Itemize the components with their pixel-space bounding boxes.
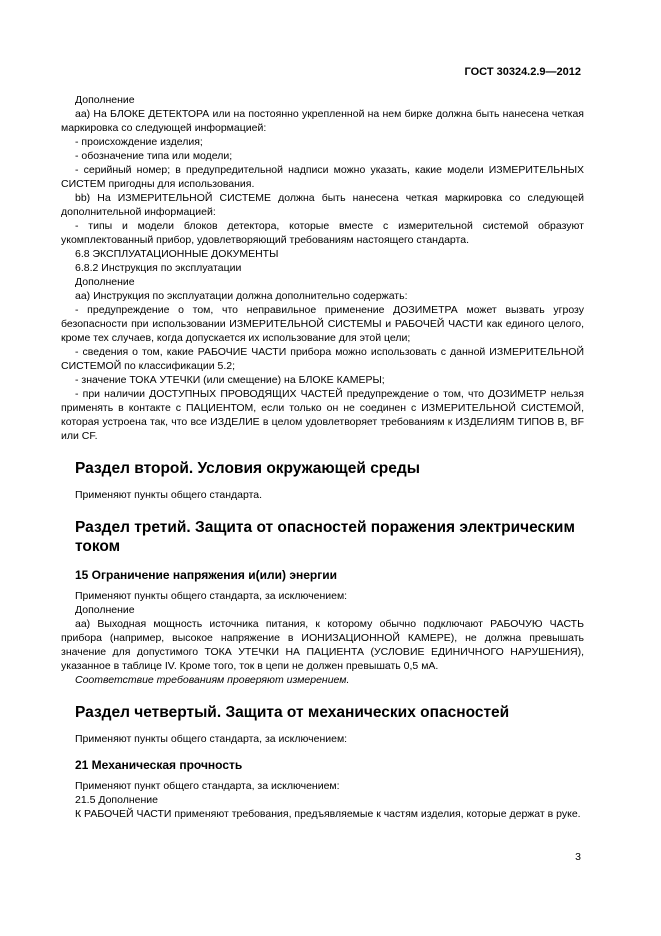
paragraph-addition-2: Дополнение <box>75 276 135 288</box>
clause-21-5-text: К РАБОЧЕЙ ЧАСТИ применяют требования, предъявляемые к частям изделия, которые держат в руке. <box>75 808 581 820</box>
list-item-serial: - серийный номер; в предупредительной надписи можно указать, какие модели ИЗМЕРИТЕЛЬНЫХ СИСТЕМ пригодны для использования. <box>61 164 584 190</box>
list-item-applied-parts: - сведения о том, какие РАБОЧИЕ ЧАСТИ прибора можно использовать с данной ИЗМЕРИТЕЛЬНОЙ СИСТЕМОЙ по классификации 5.2; <box>61 346 584 372</box>
section-4-text: Применяют пункты общего стандарта, за исключением: <box>75 733 348 745</box>
clause-6-8-title: 6.8 ЭКСПЛУАТАЦИОННЫЕ ДОКУМЕНТЫ <box>75 248 279 260</box>
list-item-detector-types: - типы и модели блоков детектора, которые вместе с измерительной системой образуют укомплектованный прибор, удовлетворяющий требованиям настоящего стандарта. <box>61 220 584 246</box>
clause-6-8-2-title: 6.8.2 Инструкция по эксплуатации <box>75 262 242 274</box>
section-2-text: Применяют пункты общего стандарта. <box>75 489 263 501</box>
paragraph-aa-instructions: аа) Инструкция по эксплуатации должна дополнительно содержать: <box>75 290 408 302</box>
clause-15-heading: 15 Ограничение напряжения и(или) энергии <box>75 568 337 582</box>
list-item-type: - обозначение типа или модели; <box>75 150 233 162</box>
section-2-heading: Раздел второй. Условия окружающей среды <box>75 460 420 477</box>
list-item-leakage-current: - значение ТОКА УТЕЧКИ (или смещение) на БЛОКЕ КАМЕРЫ; <box>75 374 385 386</box>
list-item-origin: - происхождение изделия; <box>75 136 203 148</box>
clause-15-compliance: Соответствие требованиям проверяют измерением. <box>75 674 350 686</box>
clause-15-intro: Применяют пункты общего стандарта, за исключением: <box>75 590 348 602</box>
list-item-conductive-parts: - при наличии ДОСТУПНЫХ ПРОВОДЯЩИХ ЧАСТЕЙ предупреждение о том, что ДОЗИМЕТР нельзя применять в контакте с ПАЦИЕНТОМ, если только он не соединен с ИЗМЕРИТЕЛЬНОЙ СИСТЕМОЙ, которая устроена так, что все ИЗДЕЛИЕ в целом удовлетворяет требованиям к ИЗДЕЛИЯМ ТИПОВ В, BF или CF. <box>61 388 584 442</box>
list-item-warning-dosimeter: - предупреждение о том, что неправильное применение ДОЗИМЕТРА может вызвать угрозу безопасности при использовании ИЗМЕРИТЕЛЬНОЙ СИСТЕМЫ и РАБОЧЕЙ ЧАСТИ как единого целого, кроме тех случаев, когда допускается их использование для этой цели; <box>61 304 584 344</box>
paragraph-addition: Дополнение <box>75 94 135 106</box>
clause-21-heading: 21 Механическая прочность <box>75 758 243 772</box>
clause-15-aa: аа) Выходная мощность источника питания, к которому обычно подключают РАБОЧУЮ ЧАСТЬ прибора (например, высокое напряжение в ИОНИЗАЦИОННОЙ КАМЕРЕ), не должна превышать значение для допустимого ТОКА УТЕЧКИ НА ПАЦИЕНТА (УСЛОВИЕ ЕДИНИЧНОГО НАРУШЕНИЯ), указанное в таблице IV. Кроме того, ток в цепи не должен превышать 0,5 мА. <box>61 618 584 672</box>
paragraph-aa-marking: аа) На БЛОКЕ ДЕТЕКТОРА или на постоянно укрепленной на нем бирке должна быть нанесена четкая маркировка со следующей информацией: <box>61 108 584 134</box>
paragraph-bb-marking: bb) На ИЗМЕРИТЕЛЬНОЙ СИСТЕМЕ должна быть нанесена четкая маркировка со следующей дополнительной информацией: <box>61 192 584 218</box>
page-header: ГОСТ 30324.2.9—2012 <box>464 66 581 78</box>
clause-21-intro: Применяют пункт общего стандарта, за исключением: <box>75 780 340 792</box>
clause-15-addition: Дополнение <box>75 604 135 616</box>
section-3-heading: Раздел третий. Защита от опасностей поражения электрическим током <box>75 519 575 555</box>
section-4-heading: Раздел четвертый. Защита от механических опасностей <box>75 704 510 721</box>
document-body <box>61 93 584 821</box>
clause-21-5-title: 21.5 Дополнение <box>75 794 158 806</box>
page-number: 3 <box>575 851 581 863</box>
